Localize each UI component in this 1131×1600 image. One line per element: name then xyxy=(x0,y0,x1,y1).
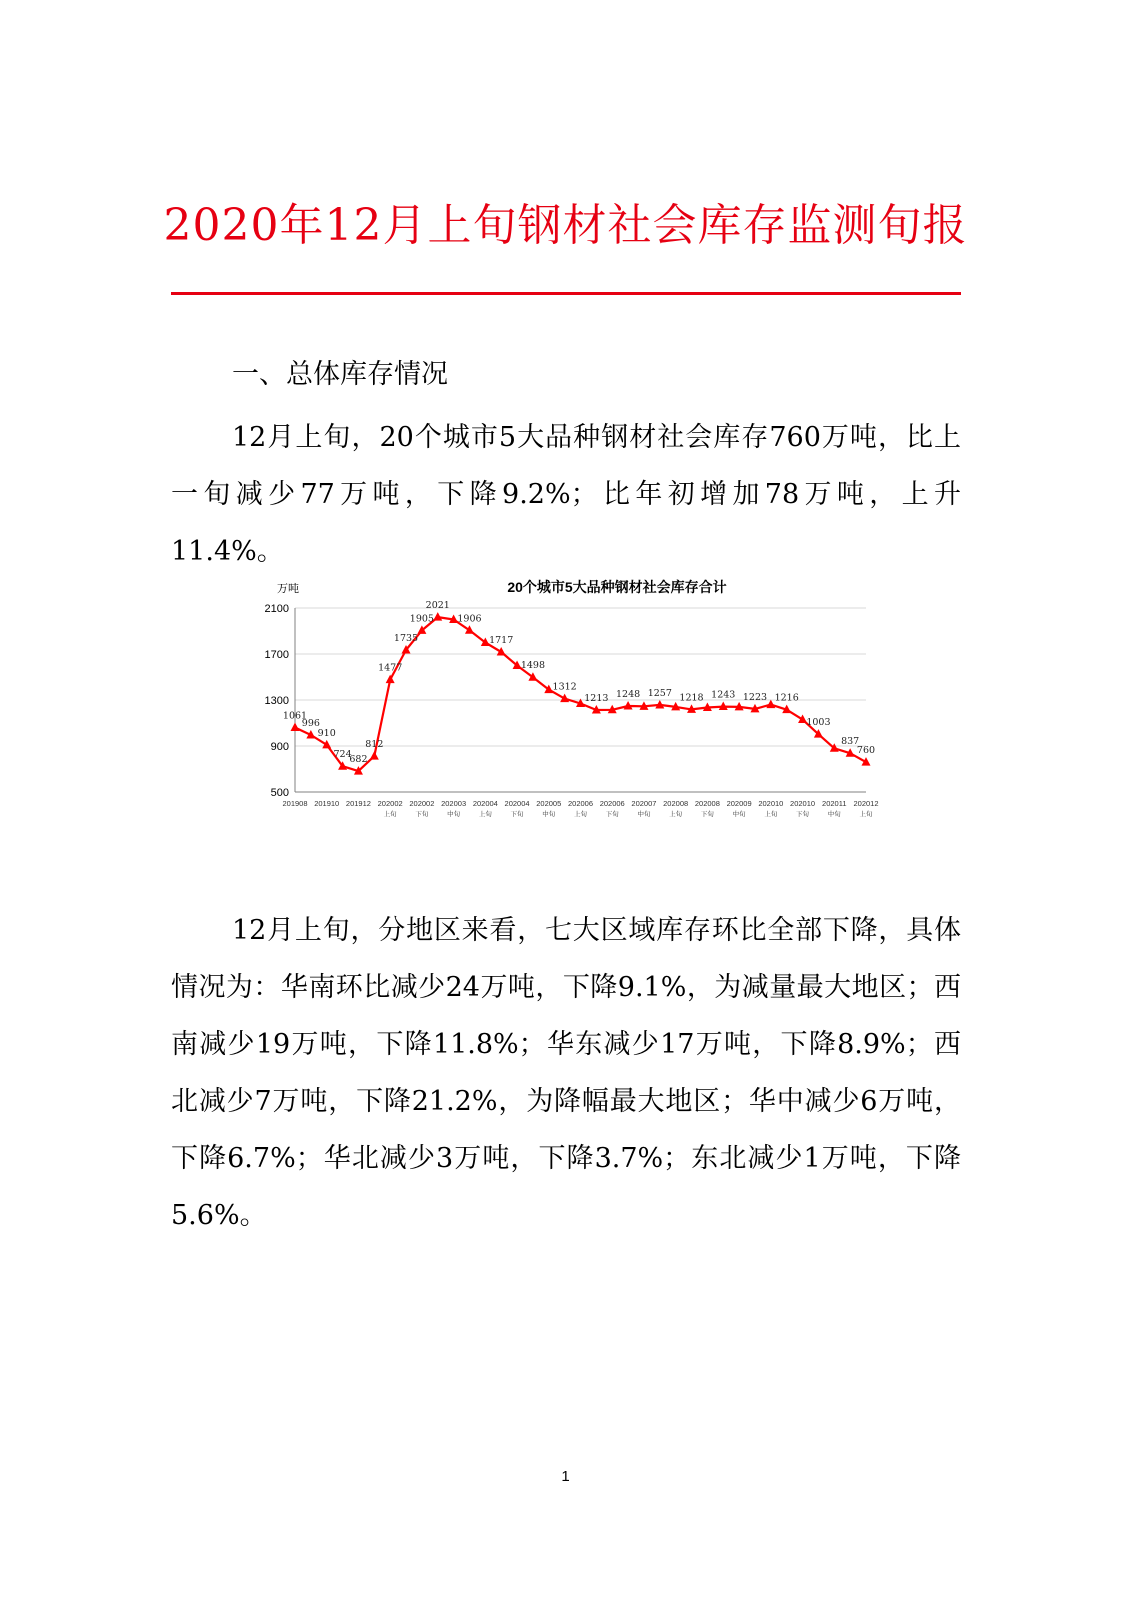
inventory-line-chart xyxy=(262,578,882,828)
paragraph-total-inventory: 12月上旬，20个城市5大品种钢材社会库存760万吨，比上一旬减少77万吨，下降9.2%；比年初增加78万吨，上升11.4%。 xyxy=(171,422,961,567)
data-point-marker xyxy=(465,625,474,634)
data-label: 1312 xyxy=(552,681,577,693)
x-tick-label: 202009 xyxy=(726,799,752,808)
x-tick-sublabel: 上旬 xyxy=(859,811,873,818)
data-label: 1477 xyxy=(378,662,403,674)
data-label: 1061 xyxy=(282,710,308,722)
x-tick-sublabel: 下旬 xyxy=(605,811,619,818)
x-tick-sublabel: 中旬 xyxy=(637,811,651,818)
x-tick-label: 201910 xyxy=(314,799,340,808)
y-tick-label: 1300 xyxy=(264,695,289,707)
data-label: 910 xyxy=(317,727,336,739)
data-label: 1213 xyxy=(584,693,609,705)
data-point-marker xyxy=(433,612,442,621)
x-tick-sublabel: 下旬 xyxy=(700,811,714,818)
title-divider xyxy=(171,292,961,295)
y-tick-label: 1700 xyxy=(264,649,289,661)
data-label: 760 xyxy=(856,745,876,757)
x-tick-label: 202007 xyxy=(631,799,657,808)
x-tick-sublabel: 上旬 xyxy=(478,811,492,818)
data-label: 1257 xyxy=(647,687,672,699)
x-tick-label: 202008 xyxy=(663,799,689,808)
data-label: 1216 xyxy=(774,692,799,704)
x-tick-label: 202010 xyxy=(758,799,784,808)
x-tick-label: 202003 xyxy=(441,799,467,808)
x-tick-sublabel: 中旬 xyxy=(827,811,841,818)
x-tick-label: 201908 xyxy=(282,799,308,808)
paragraph-regional-inventory: 12月上旬，分地区来看，七大区域库存环比全部下降，具体情况为：华南环比减少24万吨，下降9.1%，为减量最大地区；西南减少19万吨，下降11.8%；华东减少17万吨，下降8.9%；西北减少7万吨，下降21.2%，为降幅最大地区；华中减少6万吨，下降6.7%；华北减少3万吨，下降3.7%；东北减少1万吨，下降5.6%。 xyxy=(171,915,961,1231)
y-tick-label: 900 xyxy=(270,741,289,753)
x-tick-label: 202002 xyxy=(409,799,435,808)
data-label: 1218 xyxy=(679,692,704,704)
x-tick-label: 202008 xyxy=(694,799,720,808)
x-tick-sublabel: 上旬 xyxy=(669,811,683,818)
x-tick-sublabel: 上旬 xyxy=(574,811,587,818)
data-label: 724 xyxy=(333,749,352,761)
x-tick-label: 202012 xyxy=(853,799,879,808)
y-tick-label: 2100 xyxy=(264,603,289,615)
x-tick-sublabel: 中旬 xyxy=(732,811,746,818)
section-heading: 一、总体库存情况 xyxy=(232,359,448,390)
x-tick-label: 202006 xyxy=(567,799,594,808)
x-tick-sublabel: 上旬 xyxy=(383,811,397,818)
data-label: 2021 xyxy=(425,600,450,612)
data-label: 1003 xyxy=(806,717,831,729)
data-label: 1248 xyxy=(615,688,641,700)
data-label: 1498 xyxy=(520,660,546,672)
x-tick-label: 201912 xyxy=(345,799,371,808)
y-axis-unit-label: 万吨 xyxy=(277,583,299,595)
chart-title: 20个城市5大品种钢材社会库存合计 xyxy=(507,579,727,595)
data-label: 1735 xyxy=(393,632,419,644)
data-point-marker xyxy=(370,751,379,760)
x-tick-sublabel: 下旬 xyxy=(510,811,524,818)
x-tick-sublabel: 中旬 xyxy=(542,811,556,818)
x-tick-label: 202011 xyxy=(822,799,847,808)
data-label: 812 xyxy=(365,739,384,751)
x-tick-sublabel: 下旬 xyxy=(415,811,429,818)
data-label: 996 xyxy=(301,717,320,729)
x-tick-label: 202010 xyxy=(790,799,816,808)
data-point-marker xyxy=(528,672,537,681)
x-tick-label: 202004 xyxy=(472,799,498,808)
data-label: 837 xyxy=(841,736,860,748)
data-point-marker xyxy=(291,722,300,731)
x-tick-label: 202002 xyxy=(377,799,403,808)
data-label: 1223 xyxy=(742,691,768,703)
report-title: 2020年12月上旬钢材社会库存监测旬报 xyxy=(163,200,968,251)
x-tick-label: 202006 xyxy=(599,799,625,808)
y-tick-label: 500 xyxy=(270,787,289,799)
data-label: 1243 xyxy=(711,689,736,701)
page-number: 1 xyxy=(561,1468,570,1485)
x-tick-sublabel: 下旬 xyxy=(796,811,810,818)
data-label: 1905 xyxy=(409,613,434,625)
data-label: 1717 xyxy=(489,635,514,647)
data-label: 682 xyxy=(349,754,368,766)
x-tick-label: 202005 xyxy=(536,799,562,808)
x-tick-sublabel: 中旬 xyxy=(447,811,461,818)
data-label: 1906 xyxy=(457,613,482,625)
x-tick-sublabel: 上旬 xyxy=(764,811,778,818)
x-tick-label: 202004 xyxy=(504,799,530,808)
